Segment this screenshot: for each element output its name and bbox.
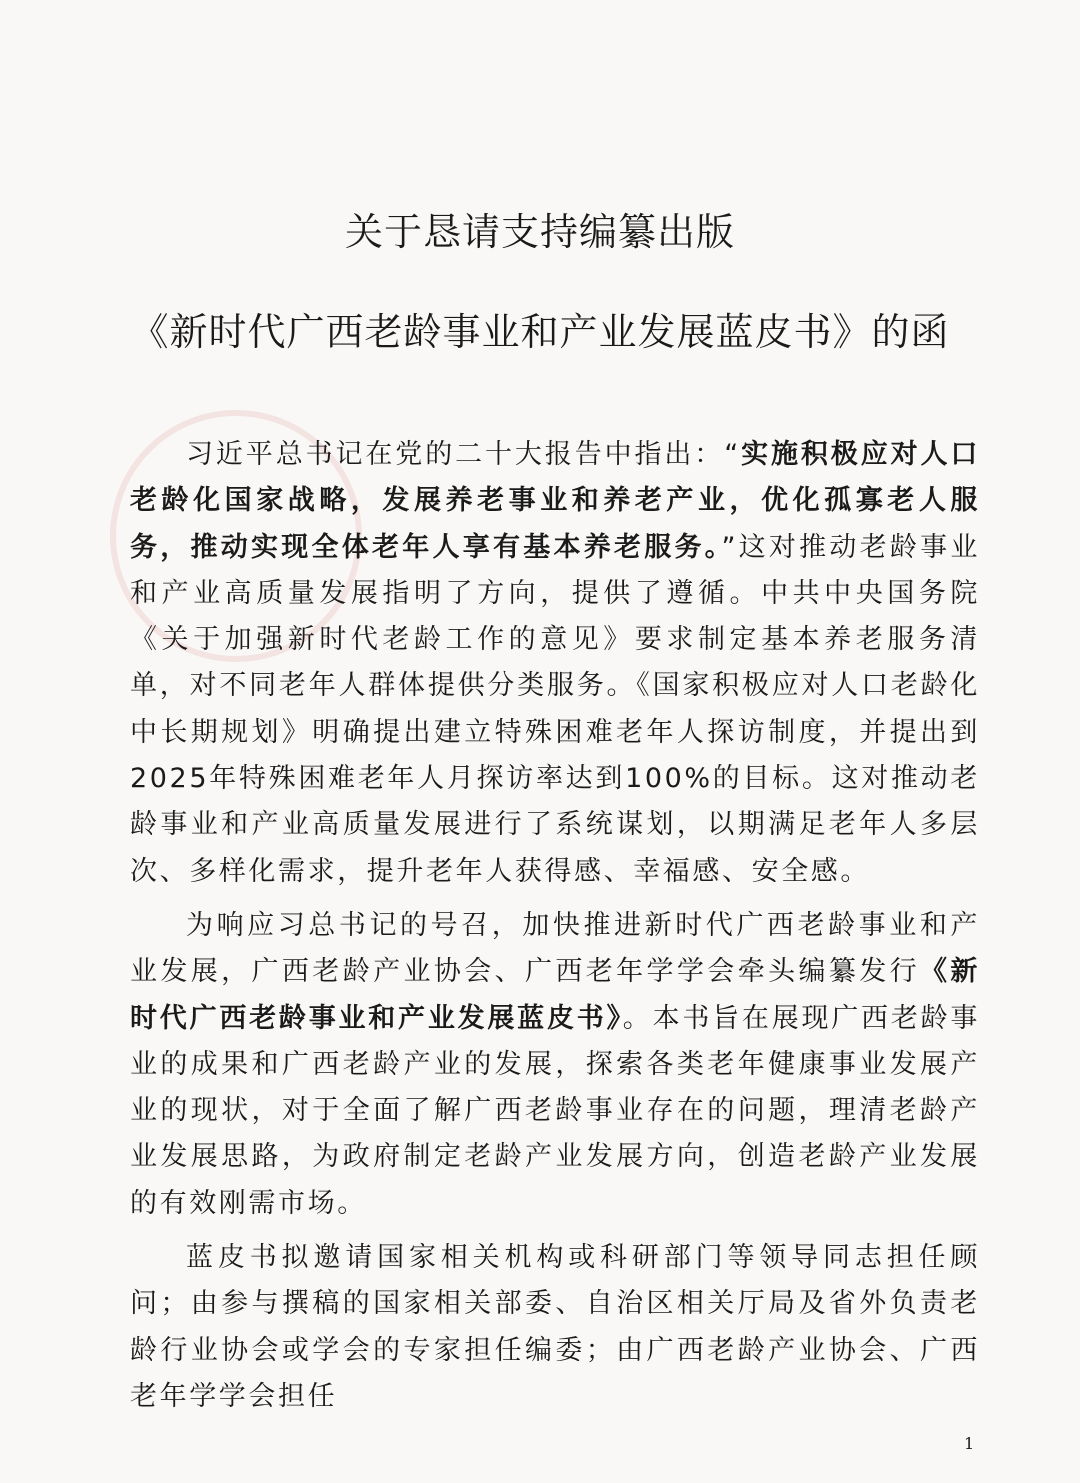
paragraph-3: 蓝皮书拟邀请国家相关机构或科研部门等领导同志担任顾问；由参与撰稿的国家相关部委、自治区相关厅局及省外负责老龄行业协会或学会的专家担任编委；由广西老龄产业协会、广西老年学学会担任 [130, 1242, 980, 1412]
page-number: 1 [964, 1434, 975, 1453]
paragraph-1 [130, 432, 980, 895]
paragraph-1-quote: 实施积极应对人口老龄化国家战略，发展养老事业和养老产业，优化孤寡老人服务，推动实现全体老年人享有基本养老服务。 [130, 439, 980, 563]
paragraph-1-rest: ”这对推动老龄事业和产业高质量发展指明了方向，提供了遵循。中共中央国务院《关于加强新时代老龄工作的意见》要求制定基本养老服务清单，对不同老年人群体提供分类服务。《国家积极应对人口老龄化中长期规划》明确提出建立特殊困难老年人探访制度，并提出到2025年特殊困难老年人月探访率达到100%的目标。这对推动老龄事业和产业高质量发展进行了系统谋划，以期满足老年人多层次、多样化需求，提升老年人获得感、幸福感、安全感。 [130, 531, 980, 887]
paragraph-2-intro: 为响应习总书记的号召，加快推进新时代广西老龄事业和产业发展，广西老龄产业协会、广西老年学学会牵头编纂发行 [130, 909, 980, 988]
paragraph-2 [130, 903, 980, 1227]
document-body [130, 432, 980, 1428]
document-title-line-1: 关于恳请支持编纂出版 [344, 210, 735, 255]
paragraph-2-book-title: 《新时代广西老龄事业和产业发展蓝皮书》 [130, 956, 981, 1034]
paragraph-1-intro: 习近平总书记在党的二十大报告中指出：“ [186, 439, 741, 470]
document-title-line-2: 《新时代广西老龄事业和产业发展蓝皮书》的函 [130, 310, 950, 355]
paragraph-2-rest: 。本书旨在展现广西老龄事业的成果和广西老龄产业的发展，探索各类老年健康事业发展产业的现状，对于全面了解广西老龄事业存在的问题，理清老龄产业发展思路，为政府制定老龄产业发展方向，创造老龄产业发展的有效刚需市场。 [130, 1002, 980, 1219]
